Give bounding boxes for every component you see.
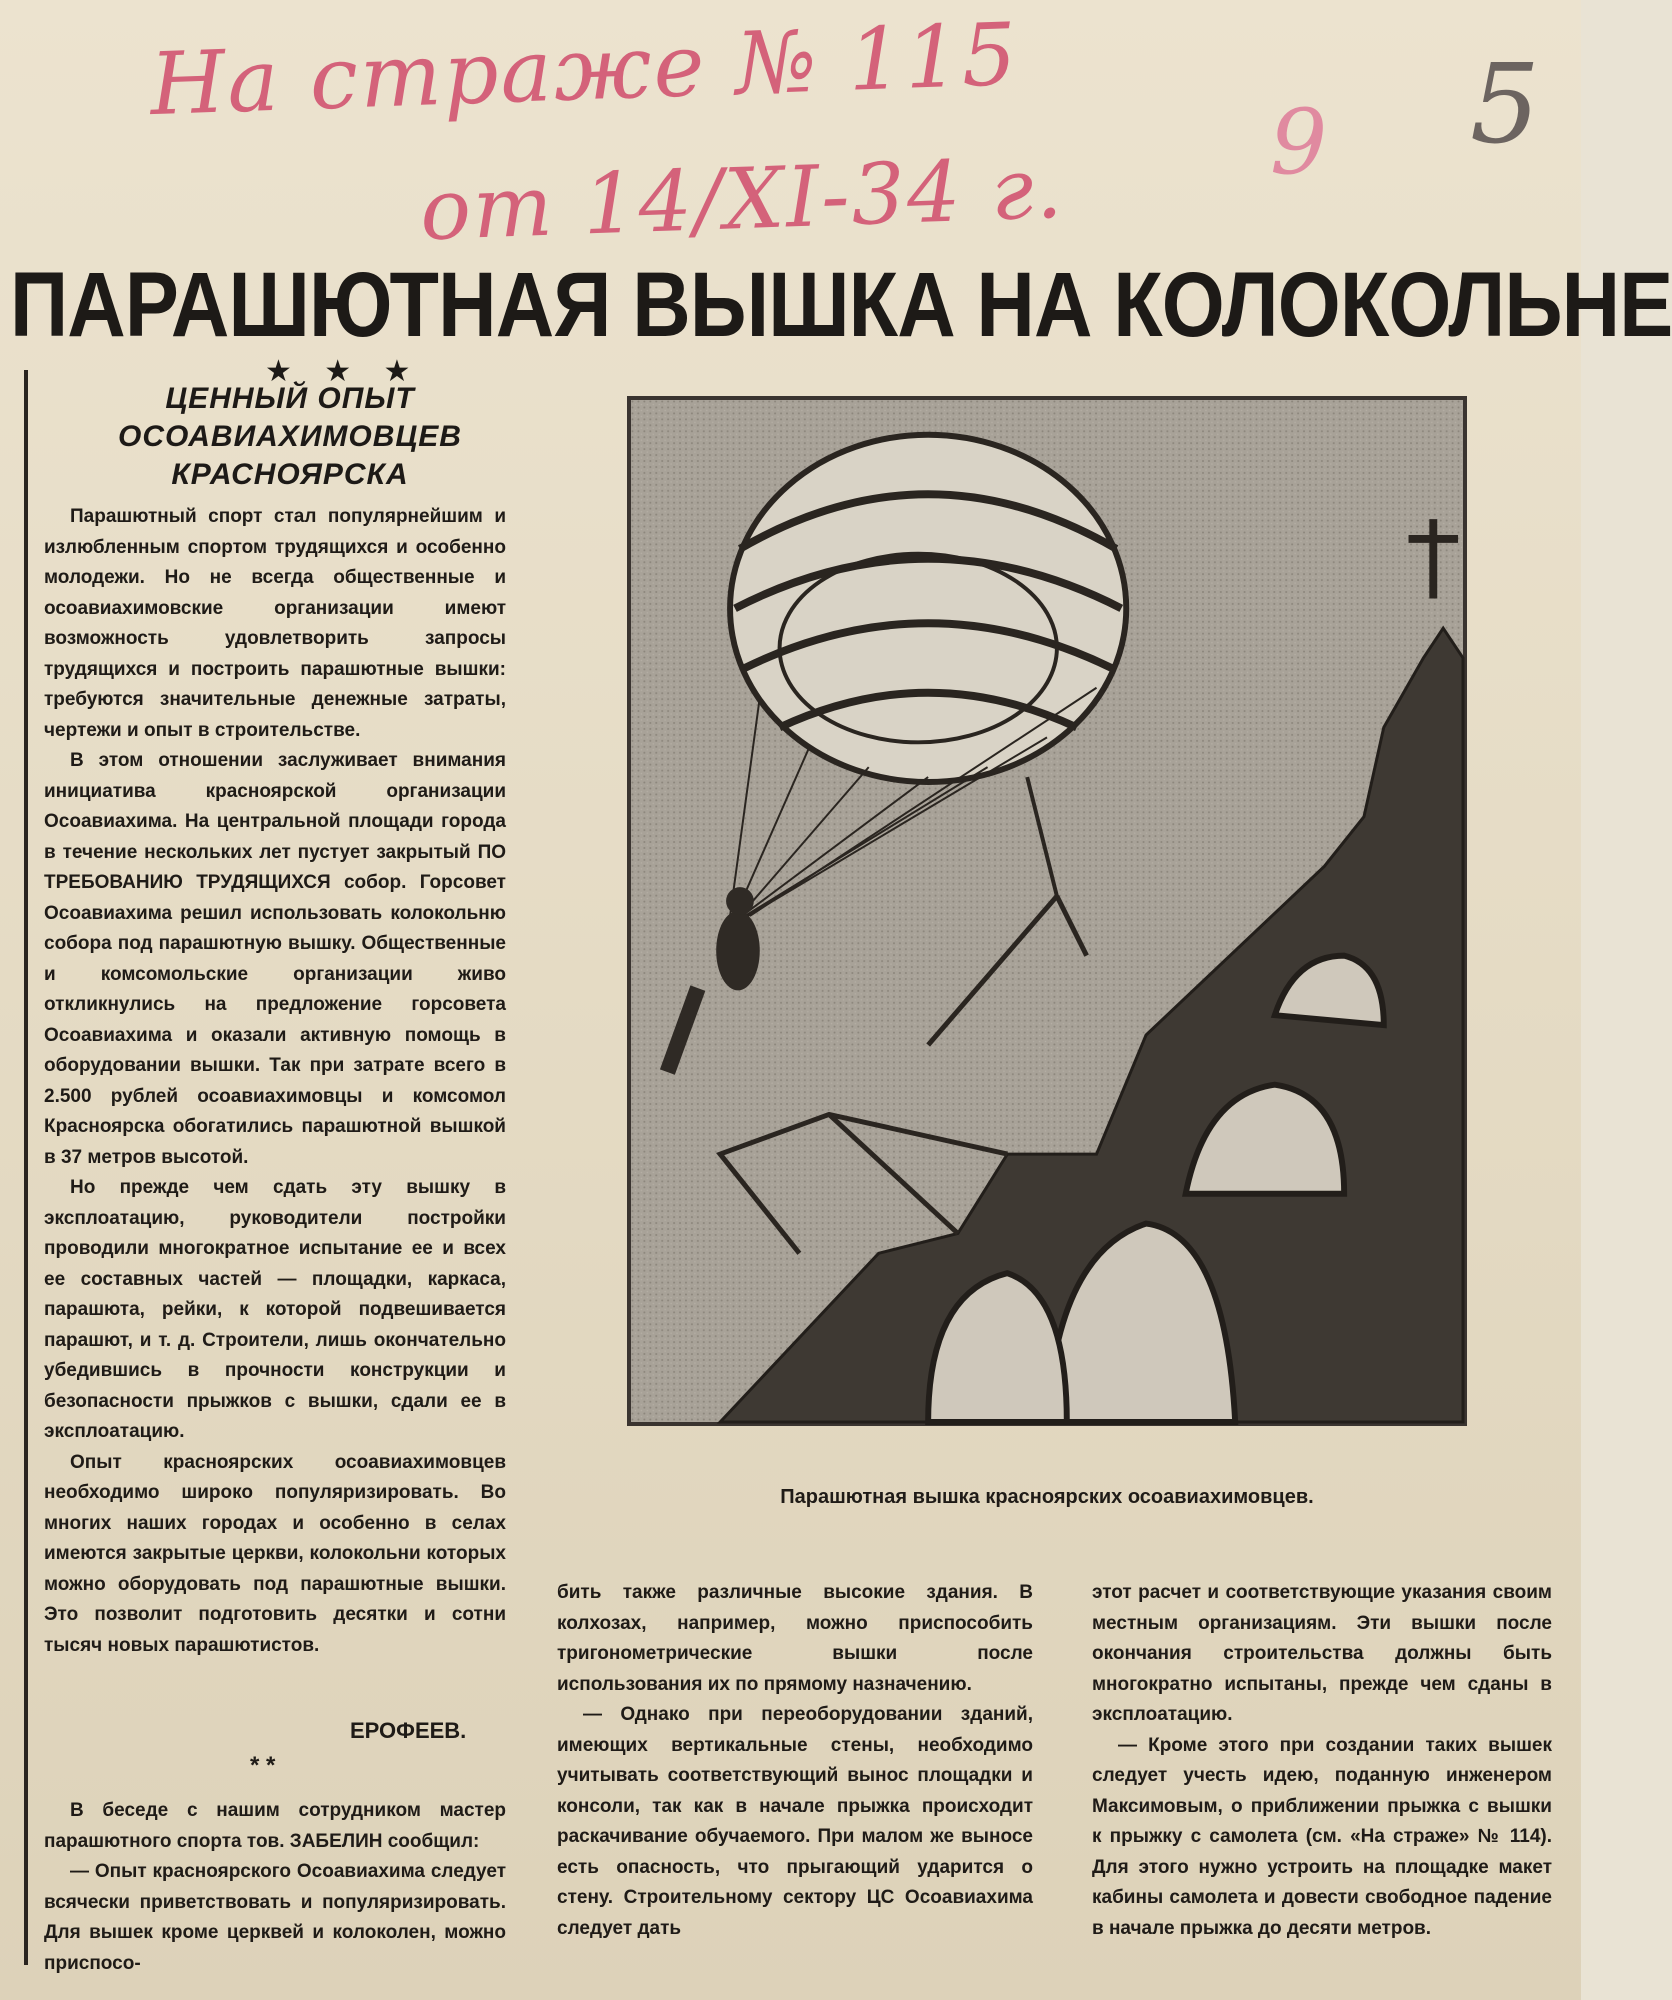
- author-signature: ЕРОФЕЕВ.: [350, 1718, 467, 1743]
- pencil-page-mark: 5: [1470, 40, 1540, 168]
- interview-column-1: [44, 1796, 506, 2000]
- section-separator: * *: [250, 1752, 276, 1779]
- subheading-line: ОСОАВИАХИМОВЦЕВ: [118, 420, 462, 453]
- photo-illustration: [631, 400, 1463, 1422]
- paragraph: бить также различные высокие здания. В колхозах, например, можно приспособить тригонометрические вышки после использования их по прямому назначению.: [557, 1582, 1033, 1695]
- paragraph: В беседе с нашим сотрудником мастер парашютного спорта тов. ЗАБЕЛИН сообщил:: [44, 1800, 506, 1852]
- paragraph: Но прежде чем сдать эту вышку в эксплоатацию, руководители постройки проводили многократное испытание ее и всех ее составных частей — площадки, каркаса, парашюта, рейки, к которой подвешивается парашют, и т. д. Строители, лишь окончательно убедившись в прочности конструкции и безопасности прыжков с вышки, сдали ее в эксплоатацию.: [44, 1177, 506, 1442]
- article-subheading: [90, 380, 490, 494]
- column-rule: [24, 370, 28, 1965]
- handwritten-note-source: На страже № 115: [148, 4, 1020, 136]
- article-column-1: [44, 502, 506, 1656]
- handwritten-note-date: от 14/XI-34 г.: [418, 138, 1066, 260]
- paragraph: — Однако при переоборудовании зданий, имеющих вертикальные стены, необходимо учитывать соответствующий вынос площадки и консоли, так как в начале прыжка происходит раскачивание обучаемого. При малом же выносе есть опасность, что прыгающий ударится о стену. Строительному сектору ЦС Осоавиахима следует дать: [557, 1704, 1033, 1939]
- subheading-line: КРАСНОЯРСКА: [171, 458, 409, 491]
- paragraph: Опыт красноярских осоавиахимовцев необходимо широко популяризировать. Во многих наших городах и особенно в селах имеются закрытые церкви, колокольни которых можно оборудовать под парашютные вышки. Это позволит подготовить десятки и сотни тысяч новых парашютистов.: [44, 1451, 506, 1656]
- interview-column-3: [1092, 1578, 1552, 2000]
- parachute-tower-photo: [627, 396, 1467, 1426]
- article-headline: ПАРАШЮТНАЯ ВЫШКА НА КОЛОКОЛЬНЕ: [10, 254, 1672, 356]
- paragraph: Парашютный спорт стал популярнейшим и излюбленным спортом трудящихся и особенно молодежи. Но не всегда общественные и осоавиахимовские организации имеют возможность удовлетворить запросы трудящихся и построить парашютные вышки: требуются значительные денежные затраты, чертежи и опыт в строительстве.: [44, 506, 506, 741]
- paragraph: В этом отношении заслуживает внимания инициатива красноярской организации Осоавиахима. На центральной площади города в течение нескольких лет пустует закрытый ПО ТРЕБОВАНИЮ ТРУДЯЩИХСЯ собор. Горсовет Осоавиахима решил использовать колокольню собора под парашютную вышку. Общественные и комсомольские организации живо откликнулись на предложение горсовета Осоавиахима и оказали активную помощь в оборудовании вышки. Так при затрате всего в 2.500 рублей осоавиахимовцы и комсомол Красноярска обогатились парашютной вышкой в 37 метров высотой.: [44, 750, 506, 1168]
- paragraph: — Опыт красноярского Осоавиахима следует всячески приветствовать и популяризировать. Для вышек кроме церквей и колоколен, можно приспосо-: [44, 1861, 506, 1974]
- handwritten-corner-mark: 9: [1270, 90, 1330, 195]
- subheading-line: ЦЕННЫЙ ОПЫТ: [165, 382, 415, 415]
- photo-caption: Парашютная вышка красноярских осоавиахимовцев.: [780, 1486, 1314, 1508]
- paragraph: — Кроме этого при создании таких вышек следует учесть идею, поданную инженером Максимовым, о приближении прыжка с вышки к прыжку с самолета (см. «На страже» № 114). Для этого нужно устроить на площадке макет кабины самолета и довести свободное падение в начале прыжка до десяти метров.: [1092, 1734, 1552, 1939]
- paragraph: этот расчет и соответствующие указания своим местным организациям. Эти вышки после окончания строительства должны быть многократно испытаны, прежде чем сданы в эксплоатацию.: [1092, 1582, 1552, 1725]
- interview-column-2: [557, 1578, 1033, 2000]
- stars-ornament: ★ ★ ★: [265, 355, 423, 388]
